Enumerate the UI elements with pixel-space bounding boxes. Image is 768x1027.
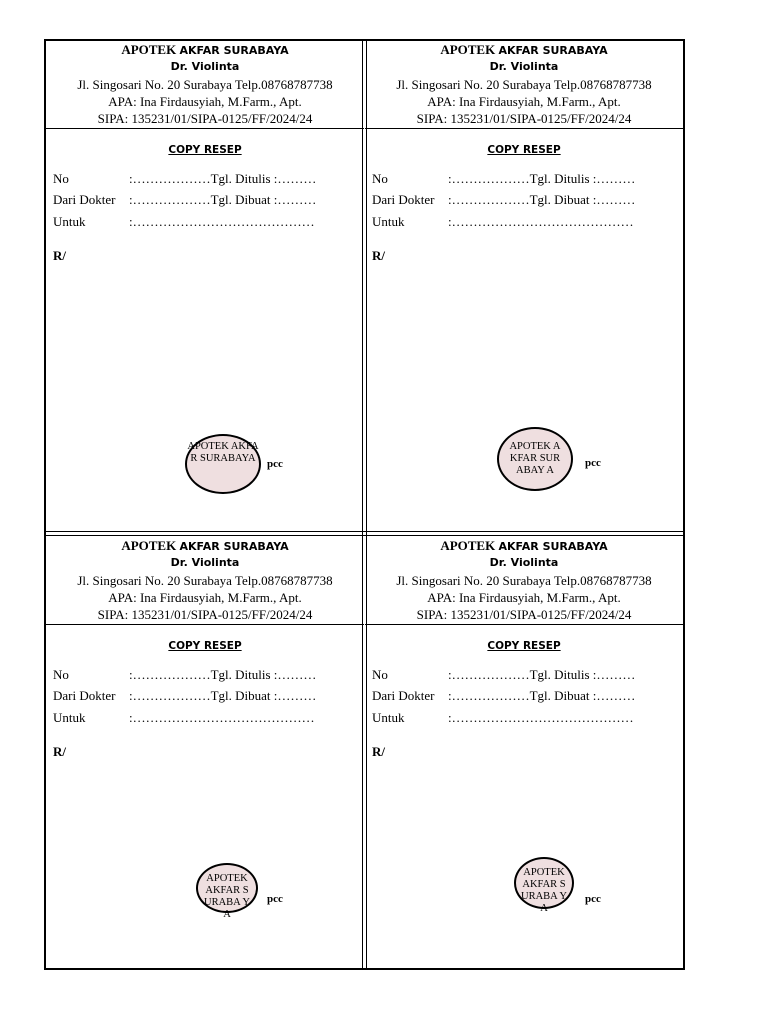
- address-line: Jl. Singosari No. 20 Surabaya Telp.08768787738: [77, 573, 333, 588]
- copy-resep-title: COPY RESEP: [168, 144, 242, 156]
- dokter-value: :………………Tgl. Dibuat :………: [448, 688, 636, 703]
- stamp-text: APOTEK AKFAR SURABA YA: [521, 867, 567, 914]
- copy-resep-card: [365, 537, 683, 1027]
- sipa-line: SIPA: 135231/01/SIPA-0125/FF/2024/24: [416, 607, 632, 622]
- pcc-signature: pcc: [267, 893, 283, 905]
- untuk-value: :……………………………………: [448, 214, 634, 229]
- copy-resep-card: [46, 41, 364, 531]
- pharmacy-name-sub: AKFAR SURABAYA: [179, 44, 289, 57]
- untuk-row: [372, 710, 634, 725]
- no-row: [53, 667, 316, 682]
- rx-mark: R/: [53, 248, 66, 263]
- rx-mark: R/: [53, 744, 66, 759]
- stamp-text: APOTEK AKFAR SURABA YA: [204, 873, 250, 920]
- pcc-signature: pcc: [267, 458, 283, 470]
- pharmacy-name-main: APOTEK: [440, 538, 496, 553]
- address-line: Jl. Singosari No. 20 Surabaya Telp.08768787738: [77, 77, 333, 92]
- untuk-row: [53, 214, 315, 229]
- pharmacy-name: [365, 42, 683, 58]
- untuk-label: Untuk: [372, 710, 405, 725]
- sipa-line: SIPA: 135231/01/SIPA-0125/FF/2024/24: [416, 111, 632, 126]
- sipa-line: SIPA: 135231/01/SIPA-0125/FF/2024/24: [97, 607, 313, 622]
- pharmacy-name-main: APOTEK: [121, 42, 177, 57]
- stamp-text: APOTEK AKFAR SURABAYA: [187, 441, 259, 464]
- doctor-name: Dr. Violinta: [489, 60, 559, 73]
- no-row: [372, 667, 635, 682]
- dokter-row: [53, 192, 316, 207]
- pharmacy-name-main: APOTEK: [121, 538, 177, 553]
- apa-line: APA: Ina Firdausyiah, M.Farm., Apt.: [108, 590, 302, 605]
- card-header: [365, 537, 683, 625]
- dokter-value: :………………Tgl. Dibuat :………: [129, 688, 317, 703]
- apa-line: APA: Ina Firdausyiah, M.Farm., Apt.: [427, 590, 621, 605]
- untuk-value: :……………………………………: [129, 710, 315, 725]
- copy-resep-card: [365, 41, 683, 531]
- no-row: [372, 171, 635, 186]
- untuk-value: :……………………………………: [129, 214, 315, 229]
- untuk-label: Untuk: [53, 214, 86, 229]
- rx-mark: R/: [372, 248, 385, 263]
- no-row: [53, 171, 316, 186]
- pcc-signature: pcc: [585, 893, 601, 905]
- address-line: Jl. Singosari No. 20 Surabaya Telp.08768787738: [396, 573, 652, 588]
- dokter-label: Dari Dokter: [372, 192, 435, 207]
- sipa-line: SIPA: 135231/01/SIPA-0125/FF/2024/24: [97, 111, 313, 126]
- rx-mark: R/: [372, 744, 385, 759]
- copy-resep-title: COPY RESEP: [487, 640, 561, 652]
- no-label: No: [53, 667, 69, 682]
- no-label: No: [53, 171, 69, 186]
- no-value: :………………Tgl. Ditulis :………: [129, 171, 317, 186]
- no-label: No: [372, 667, 388, 682]
- pharmacy-stamp: [185, 434, 261, 494]
- pharmacy-name-sub: AKFAR SURABAYA: [498, 44, 608, 57]
- apa-line: APA: Ina Firdausyiah, M.Farm., Apt.: [108, 94, 302, 109]
- dokter-label: Dari Dokter: [53, 192, 116, 207]
- doctor-name: Dr. Violinta: [489, 556, 559, 569]
- pharmacy-name-sub: AKFAR SURABAYA: [498, 540, 608, 553]
- untuk-row: [372, 214, 634, 229]
- dokter-label: Dari Dokter: [372, 688, 435, 703]
- untuk-label: Untuk: [372, 214, 405, 229]
- dokter-row: [53, 688, 316, 703]
- address-line: Jl. Singosari No. 20 Surabaya Telp.08768787738: [396, 77, 652, 92]
- pcc-signature: pcc: [585, 457, 601, 469]
- pharmacy-stamp: [497, 427, 573, 491]
- copy-resep-title: COPY RESEP: [168, 640, 242, 652]
- card-header: [365, 41, 683, 129]
- doctor-name: Dr. Violinta: [170, 60, 240, 73]
- copy-resep-card: [46, 537, 364, 1027]
- horizontal-divider: [44, 531, 685, 536]
- no-label: No: [372, 171, 388, 186]
- untuk-row: [53, 710, 315, 725]
- no-value: :………………Tgl. Ditulis :………: [448, 667, 636, 682]
- dokter-value: :………………Tgl. Dibuat :………: [448, 192, 636, 207]
- pharmacy-name-main: APOTEK: [440, 42, 496, 57]
- doctor-name: Dr. Violinta: [170, 556, 240, 569]
- no-value: :………………Tgl. Ditulis :………: [448, 171, 636, 186]
- pharmacy-stamp: [196, 863, 258, 920]
- pharmacy-stamp: [514, 857, 574, 914]
- untuk-value: :……………………………………: [448, 710, 634, 725]
- stamp-text: APOTEK AKFAR SURABAY A: [509, 441, 561, 476]
- card-header: [46, 41, 364, 129]
- copy-resep-title: COPY RESEP: [487, 144, 561, 156]
- pharmacy-name-sub: AKFAR SURABAYA: [179, 540, 289, 553]
- dokter-row: [372, 688, 635, 703]
- dokter-label: Dari Dokter: [53, 688, 116, 703]
- apa-line: APA: Ina Firdausyiah, M.Farm., Apt.: [427, 94, 621, 109]
- pharmacy-name: [46, 538, 364, 554]
- card-header: [46, 537, 364, 625]
- untuk-label: Untuk: [53, 710, 86, 725]
- pharmacy-name: [365, 538, 683, 554]
- dokter-row: [372, 192, 635, 207]
- dokter-value: :………………Tgl. Dibuat :………: [129, 192, 317, 207]
- pharmacy-name: [46, 42, 364, 58]
- no-value: :………………Tgl. Ditulis :………: [129, 667, 317, 682]
